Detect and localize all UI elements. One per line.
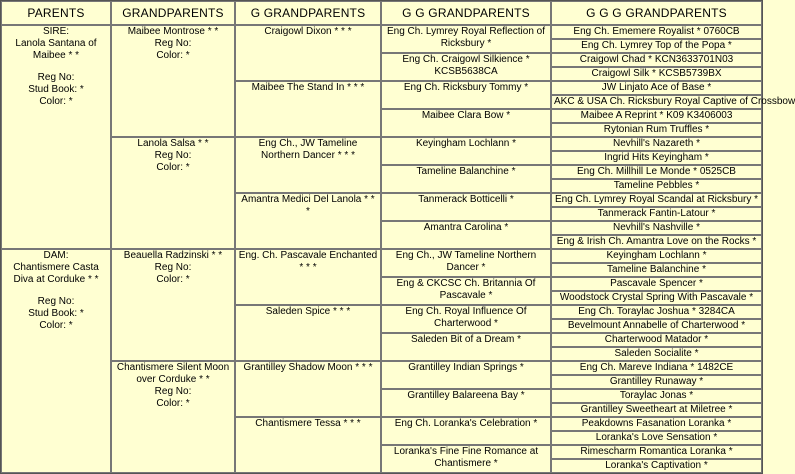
ggg-grandparent: Saleden Socialite *	[551, 347, 762, 361]
grandparent-reg: Reg No:	[154, 150, 192, 161]
g-grandparent: Maibee The Stand In * * *	[235, 81, 381, 137]
gg-grandparent: Eng Ch., JW Tameline Northern Dancer *	[381, 249, 551, 277]
ggg-grandparent: Eng Ch. Lymrey Top of the Popa *	[551, 39, 762, 53]
grandparent-name: Maibee Montrose * *	[127, 26, 219, 37]
grandparent-cell	[111, 137, 235, 249]
header-gg-grandparents: G G GRANDPARENTS	[381, 1, 551, 25]
gg-grandparent: Loranka's Fine Fine Romance at Chantismere *	[381, 445, 551, 473]
dam-reg: Reg No:	[37, 296, 75, 307]
ggg-grandparent: Eng Ch. Ememere Royalist * 0760CB	[551, 25, 762, 39]
ggg-grandparent: Peakdowns Fasanation Loranka *	[551, 417, 762, 431]
g-grandparent: Craigowl Dixon * * *	[235, 25, 381, 81]
gg-grandparent: Eng Ch. Royal Influence Of Charterwood *	[381, 305, 551, 333]
grandparent-color: Color: *	[156, 162, 190, 173]
gg-grandparent: Eng Ch. Craigowl Silkience * KCSB5638CA	[381, 53, 551, 81]
gg-grandparent: Keyingham Lochlann *	[381, 137, 551, 165]
gg-grandparent: Eng Ch. Ricksbury Tommy *	[381, 81, 551, 109]
sire-name: Lanola Santana of Maibee * *	[15, 38, 97, 61]
ggg-grandparent: Eng & Irish Ch. Amantra Love on the Rocks *	[551, 235, 762, 249]
grandparent-reg: Reg No:	[154, 386, 192, 397]
grandparent-cell	[111, 25, 235, 137]
sire-reg: Reg No:	[37, 72, 75, 83]
g-grandparent: Chantismere Tessa * * *	[235, 417, 381, 473]
ggg-grandparent: Toraylac Jonas *	[551, 389, 762, 403]
ggg-grandparent: Tameline Balanchine *	[551, 263, 762, 277]
ggg-grandparent: Grantilley Runaway *	[551, 375, 762, 389]
sire-stud: Stud Book: *	[28, 84, 84, 95]
ggg-grandparent: Bevelmount Annabelle of Charterwood *	[551, 319, 762, 333]
gg-grandparent: Amantra Carolina *	[381, 221, 551, 249]
ggg-grandparent: Craigowl Silk * KCSB5739BX	[551, 67, 762, 81]
gg-grandparent: Saleden Bit of a Dream *	[381, 333, 551, 361]
grandparent-cell	[111, 249, 235, 361]
gg-grandparent: Tameline Balanchine *	[381, 165, 551, 193]
g-grandparent: Eng Ch., JW Tameline Northern Dancer * * *	[235, 137, 381, 193]
grandparent-cell	[111, 361, 235, 473]
ggg-grandparent: Keyingham Lochlann *	[551, 249, 762, 263]
g-grandparent: Grantilley Shadow Moon * * *	[235, 361, 381, 417]
grandparent-color: Color: *	[156, 50, 190, 61]
ggg-grandparent: JW Linjato Ace of Base *	[551, 81, 762, 95]
dam-cell	[1, 249, 111, 473]
ggg-grandparent: Eng Ch. Toraylac Joshua * 3284CA	[551, 305, 762, 319]
gg-grandparent: Grantilley Indian Springs *	[381, 361, 551, 389]
ggg-grandparent: Loranka's Captivation *	[551, 459, 762, 473]
sire-label: SIRE:	[42, 26, 70, 37]
ggg-grandparent: Rytonian Rum Truffles *	[551, 123, 762, 137]
gg-grandparent: Tanmerack Botticelli *	[381, 193, 551, 221]
ggg-grandparent: Eng Ch. Lymrey Royal Scandal at Ricksbury *	[551, 193, 762, 207]
ggg-grandparent: Grantilley Sweetheart at Miletree *	[551, 403, 762, 417]
dam-label: DAM:	[43, 250, 69, 261]
grandparent-name: Beauella Radzinski * *	[123, 250, 223, 261]
gg-grandparent: Grantilley Balareena Bay *	[381, 389, 551, 417]
ggg-grandparent: Tanmerack Fantin-Latour *	[551, 207, 762, 221]
ggg-grandparent: Eng Ch. Millhill Le Monde * 0525CB	[551, 165, 762, 179]
ggg-grandparent: Woodstock Crystal Spring With Pascavale *	[551, 291, 762, 305]
ggg-grandparent: AKC & USA Ch. Ricksbury Royal Captive of Crossbow	[551, 95, 762, 109]
grandparent-name: Lanola Salsa * *	[137, 138, 209, 149]
grandparent-reg: Reg No:	[154, 38, 192, 49]
grandparent-reg: Reg No:	[154, 262, 192, 273]
ggg-grandparent: Pascavale Spencer *	[551, 277, 762, 291]
dam-color: Color: *	[39, 320, 73, 331]
ggg-grandparent: Ingrid Hits Keyingham *	[551, 151, 762, 165]
gg-grandparent: Maibee Clara Bow *	[381, 109, 551, 137]
ggg-grandparent: Eng Ch. Mareve Indiana * 1482CE	[551, 361, 762, 375]
gg-grandparent: Eng Ch. Lymrey Royal Reflection of Ricksbury *	[381, 25, 551, 53]
ggg-grandparent: Nevhill's Nazareth *	[551, 137, 762, 151]
header-grandparents: GRANDPARENTS	[111, 1, 235, 25]
sire-cell	[1, 25, 111, 249]
ggg-grandparent: Nevhill's Nashville *	[551, 221, 762, 235]
grandparent-color: Color: *	[156, 274, 190, 285]
header-g-grandparents: G GRANDPARENTS	[235, 1, 381, 25]
gg-grandparent: Eng & CKCSC Ch. Britannia Of Pascavale *	[381, 277, 551, 305]
ggg-grandparent: Maibee A Reprint * K09 K3406003	[551, 109, 762, 123]
header-ggg-grandparents: G G G GRANDPARENTS	[551, 1, 762, 25]
sire-color: Color: *	[39, 96, 73, 107]
grandparent-name: Chantismere Silent Moon over Corduke * *	[116, 362, 230, 385]
ggg-grandparent: Charterwood Matador *	[551, 333, 762, 347]
ggg-grandparent: Rimescharm Romantica Loranka *	[551, 445, 762, 459]
grandparent-color: Color: *	[156, 398, 190, 409]
ggg-grandparent: Loranka's Love Sensation *	[551, 431, 762, 445]
ggg-grandparent: Craigowl Chad * KCN3633701N03	[551, 53, 762, 67]
header-parents: PARENTS	[1, 1, 111, 25]
dam-stud: Stud Book: *	[28, 308, 84, 319]
dam-name: Chantismere Casta Diva at Corduke * *	[13, 262, 99, 285]
ggg-grandparent: Tameline Pebbles *	[551, 179, 762, 193]
g-grandparent: Eng. Ch. Pascavale Enchanted * * *	[235, 249, 381, 305]
gg-grandparent: Eng Ch. Loranka's Celebration *	[381, 417, 551, 445]
g-grandparent: Saleden Spice * * *	[235, 305, 381, 361]
g-grandparent: Amantra Medici Del Lanola * * *	[235, 193, 381, 249]
